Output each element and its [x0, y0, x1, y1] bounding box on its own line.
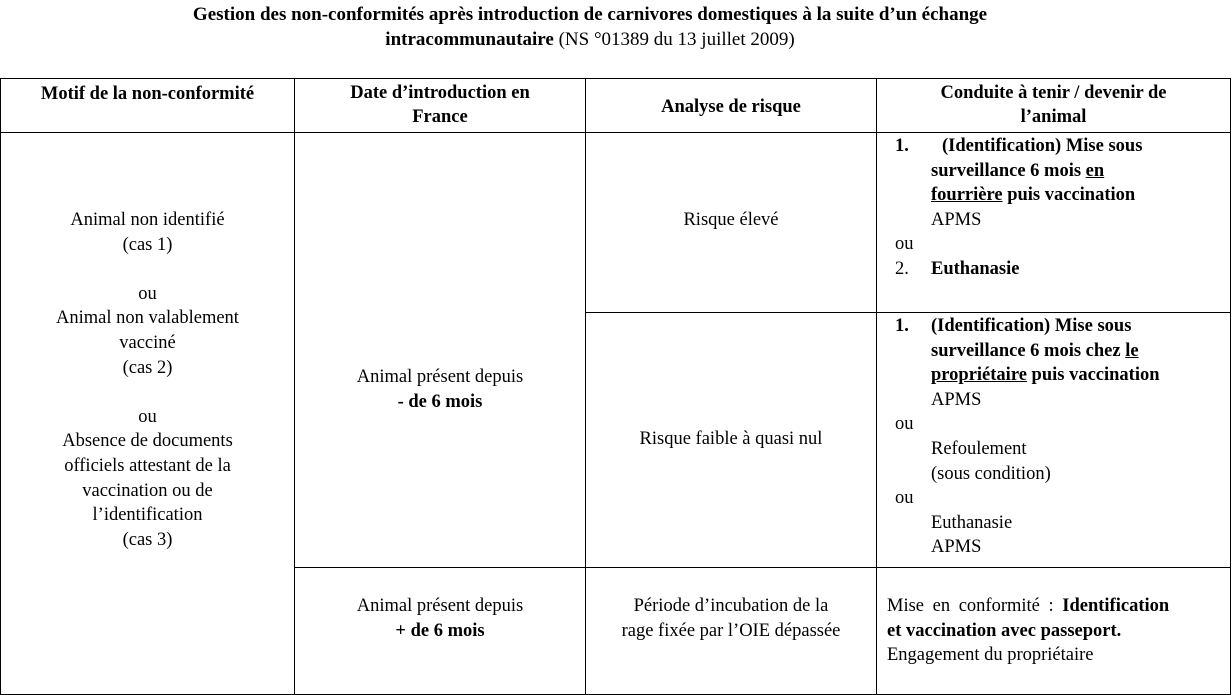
header-motif-label: Motif de la non-conformité: [40, 84, 255, 104]
cell-date-more-6-months: [295, 568, 586, 695]
title-reference: (NS °01389 du 13 juillet 2009): [553, 29, 795, 50]
motif-line: (cas 3): [122, 529, 173, 550]
date-more-line-2: + de 6 mois: [395, 620, 485, 641]
motif-line: l’identification: [92, 505, 203, 526]
header-conduct-line-1: Conduite à tenir / devenir de: [940, 83, 1167, 103]
header-conduct-line-2: l’animal: [1020, 107, 1087, 127]
conduct-low-refoulement: Refoulement: [931, 438, 1027, 459]
date-less-line-1: Animal présent depuis: [356, 367, 524, 388]
conduct-low-apms-2: APMS: [931, 537, 982, 558]
cell-conduct-high: [877, 133, 1231, 313]
motif-or: ou: [138, 283, 157, 304]
date-less-line-2: - de 6 mois: [397, 392, 483, 412]
motif-line: vaccination ou de: [82, 480, 213, 501]
conduct-low-item-1-line-2: surveillance 6 mois chez le: [931, 340, 1139, 361]
cell-conduct-low: [877, 313, 1231, 568]
conduct-low-apms: APMS: [931, 389, 982, 410]
conduct-high-or: ou: [895, 234, 914, 255]
header-motif: [1, 79, 295, 133]
motif-line: Animal non identifié: [70, 210, 225, 230]
header-date-line-2: France: [412, 107, 468, 127]
conduct-high-apms: APMS: [931, 209, 982, 230]
motif-line: vacciné: [119, 332, 176, 353]
table-row: [1, 133, 1231, 313]
header-risk-label: Analyse de risque: [661, 96, 801, 117]
conduct-more-line-2: et vaccination avec passeport.: [887, 620, 1122, 641]
header-date-line-1: Date d’introduction en: [350, 83, 530, 103]
conduct-low-or: ou: [895, 414, 914, 435]
conduct-high-item-1-line-2: surveillance 6 mois en: [931, 160, 1105, 181]
motif-line: Absence de documents: [62, 431, 233, 452]
title-line-2: [0, 27, 1180, 52]
cell-risk-low: [586, 313, 877, 568]
conduct-low-euthanasie: Euthanasie: [931, 512, 1013, 533]
conduct-more-line-3: Engagement du propriétaire: [887, 645, 1094, 666]
title-line-1: Gestion des non-conformités après introduction de carnivores domestiques à la suite d’un échange: [192, 4, 988, 25]
document-title: [0, 2, 1180, 52]
cell-conduct-more: [877, 568, 1231, 695]
motif-line: Animal non valablement: [56, 308, 239, 329]
non-conformity-table: [0, 78, 1231, 695]
risk-low-label: Risque faible à quasi nul: [639, 428, 823, 449]
risk-incubation-line-1: Période d’incubation de la: [633, 596, 829, 616]
conduct-high-item-1-line-3: fourrière puis vaccination: [931, 185, 1136, 206]
conduct-high-item-1: 1. (Identification) Mise sous: [895, 136, 1143, 156]
cell-risk-high: [586, 133, 877, 313]
cell-date-less-6-months: [295, 133, 586, 568]
conduct-low-item-1-line-3: propriétaire puis vaccination: [931, 365, 1160, 386]
conduct-low-condition: (sous condition): [931, 463, 1051, 484]
header-row: [1, 79, 1231, 133]
motif-line: officiels attestant de la: [64, 455, 231, 476]
header-date: [295, 79, 586, 133]
header-conduct: [877, 79, 1231, 133]
conduct-low-item-1: 1. (Identification) Mise sous: [895, 316, 1132, 336]
header-risk: [586, 79, 877, 133]
motif-line: (cas 2): [122, 357, 173, 378]
date-more-line-1: Animal présent depuis: [356, 596, 524, 616]
risk-high-label: Risque élevé: [683, 210, 779, 231]
conduct-low-or: ou: [895, 488, 914, 509]
cell-motif: [1, 133, 295, 695]
title-line-2-bold: intracommunautaire: [385, 29, 554, 50]
conduct-more-line-1: Mise en conformité : Identification: [887, 596, 1170, 616]
motif-line: (cas 1): [122, 234, 173, 255]
motif-or: ou: [138, 406, 157, 427]
conduct-high-item-2: 2. Euthanasie: [895, 258, 1020, 279]
cell-risk-incubation: [586, 568, 877, 695]
risk-incubation-line-2: rage fixée par l’OIE dépassée: [621, 620, 841, 641]
